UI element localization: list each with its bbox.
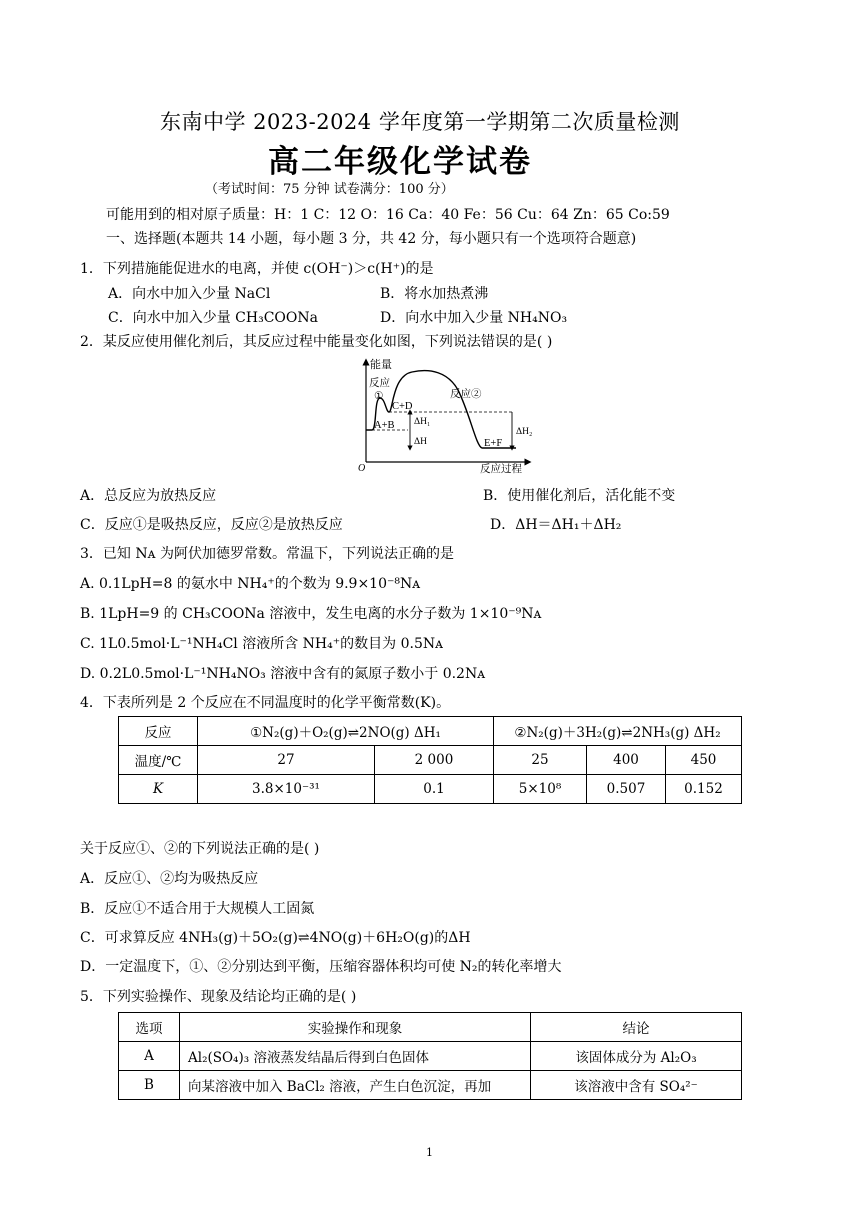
q4-option-c: C．可求算反应 4NH₃(g)＋5O₂(g)⇌4NO(g)＋6H₂O(g)的ΔH <box>80 930 471 946</box>
table-temp-label: 温度/℃ <box>119 746 198 775</box>
exam-info: （考试时间：75 分钟 试卷满分：100 分） <box>205 182 454 197</box>
table-header-reaction: 反应 <box>119 717 198 746</box>
table-header-operation: 实验操作和现象 <box>180 1013 531 1042</box>
reaction1-label: 反应 <box>369 378 390 389</box>
table-cell: 0.507 <box>587 775 666 804</box>
table-cell: 3.8×10⁻³¹ <box>198 775 375 804</box>
experiment-table <box>118 1012 742 1100</box>
q1-option-b: B．将水加热煮沸 <box>380 286 489 302</box>
q4-stem: 4．下表所列是 2 个反应在不同温度时的化学平衡常数(K)。 <box>80 695 451 711</box>
table-header-reaction-1: ①N₂(g)＋O₂(g)⇌2NO(g) ΔH₁ <box>198 717 494 746</box>
q4-after-table: 关于反应①、②的下列说法正确的是( ) <box>80 841 320 857</box>
ef-label: E+F <box>484 438 503 449</box>
q1-stem: 1．下列措施能促进水的电离，并使 c(OH⁻)＞c(H⁺)的是 <box>80 261 434 277</box>
equilibrium-constant-table <box>118 716 742 804</box>
table-k-label: K <box>119 775 198 804</box>
dh2-label: ΔH₂ <box>516 427 533 437</box>
q4-option-d: D．一定温度下，①、②分别达到平衡，压缩容器体积均可使 N₂的转化率增大 <box>80 959 562 975</box>
reaction2-label: 反应② <box>450 389 482 400</box>
q3-stem: 3．已知 Nᴀ 为阿伏加德罗常数。常温下，下列说法正确的是 <box>80 546 454 562</box>
q2-option-d: D．ΔH＝ΔH₁＋ΔH₂ <box>490 517 622 533</box>
q2-stem: 2．某反应使用催化剂后，其反应过程中能量变化如图，下列说法错误的是( ) <box>80 334 553 350</box>
table-cell: 400 <box>587 746 666 775</box>
table-cell: 25 <box>494 746 587 775</box>
q2-option-c: C．反应①是吸热反应，反应②是放热反应 <box>80 517 343 533</box>
energy-axis-label: 能量 <box>370 359 392 371</box>
origin-label: O <box>358 463 366 474</box>
q2-option-b: B．使用催化剂后，活化能不变 <box>483 488 676 504</box>
q1-option-d: D．向水中加入少量 NH₄NO₃ <box>380 310 568 326</box>
reaction1-number: ① <box>374 391 384 402</box>
q5-stem: 5．下列实验操作、现象及结论均正确的是( ) <box>80 989 357 1005</box>
q2-option-a: A．总反应为放热反应 <box>80 488 217 504</box>
table-header-reaction-2: ②N₂(g)＋3H₂(g)⇌2NH₃(g) ΔH₂ <box>494 717 742 746</box>
q3-option-b: B. 1LpH=9 的 CH₃COONa 溶液中，发生电离的水分子数为 1×10⁻⁹Nᴀ <box>80 606 542 622</box>
dh1-label: ΔH₁ <box>414 417 431 427</box>
process-axis-label: 反应过程 <box>480 464 522 475</box>
q3-option-c: C. 1L0.5mol·L⁻¹NH₄Cl 溶液所含 NH₄⁺的数目为 0.5Nᴀ <box>80 636 444 652</box>
page-number: 1 <box>426 1146 433 1159</box>
table-cell: 0.1 <box>375 775 494 804</box>
exam-school-title: 东南中学 2023-2024 学年度第一学期第二次质量检测 <box>160 110 680 134</box>
table-cell: 向某溶液中加入 BaCl₂ 溶液，产生白色沉淀，再加 <box>180 1071 531 1100</box>
q3-option-d: D. 0.2L0.5mol·L⁻¹NH₄NO₃ 溶液中含有的氮原子数小于 0.2Nᴀ <box>80 666 486 682</box>
cd-label: C+D <box>392 401 413 412</box>
q3-option-a: A. 0.1LpH=8 的氨水中 NH₄⁺的个数为 9.9×10⁻⁸Nᴀ <box>80 576 421 592</box>
table-cell: 该溶液中含有 SO₄²⁻ <box>531 1071 742 1100</box>
table-header-conclusion: 结论 <box>531 1013 742 1042</box>
energy-diagram <box>330 352 540 476</box>
table-cell: 该固体成分为 Al₂O₃ <box>531 1042 742 1071</box>
q4-option-b: B．反应①不适合用于大规模人工固氮 <box>80 901 315 917</box>
table-cell: 5×10⁸ <box>494 775 587 804</box>
exam-subject-title: 高二年级化学试卷 <box>268 144 532 180</box>
section-one-heading: 一、选择题(本题共 14 小题，每小题 3 分，共 42 分，每小题只有一个选项符合题意) <box>106 231 637 247</box>
table-cell: 27 <box>198 746 375 775</box>
table-cell: 450 <box>666 746 742 775</box>
q1-option-c: C．向水中加入少量 CH₃COONa <box>108 310 318 326</box>
dh-label: ΔH <box>414 437 427 447</box>
q1-option-a: A．向水中加入少量 NaCl <box>108 286 271 302</box>
table-header-option: 选项 <box>119 1013 180 1042</box>
atomic-masses: 可能用到的相对原子质量：H：1 C：12 O：16 Ca：40 Fe：56 Cu：64 Zn：65 Co:59 <box>106 207 670 223</box>
table-cell: 2 000 <box>375 746 494 775</box>
q4-option-a: A．反应①、②均为吸热反应 <box>80 871 259 887</box>
table-cell: 0.152 <box>666 775 742 804</box>
table-cell: Al₂(SO₄)₃ 溶液蒸发结晶后得到白色固体 <box>180 1042 531 1071</box>
ab-label: A+B <box>374 420 395 431</box>
table-cell: B <box>119 1071 180 1100</box>
table-cell: A <box>119 1042 180 1071</box>
